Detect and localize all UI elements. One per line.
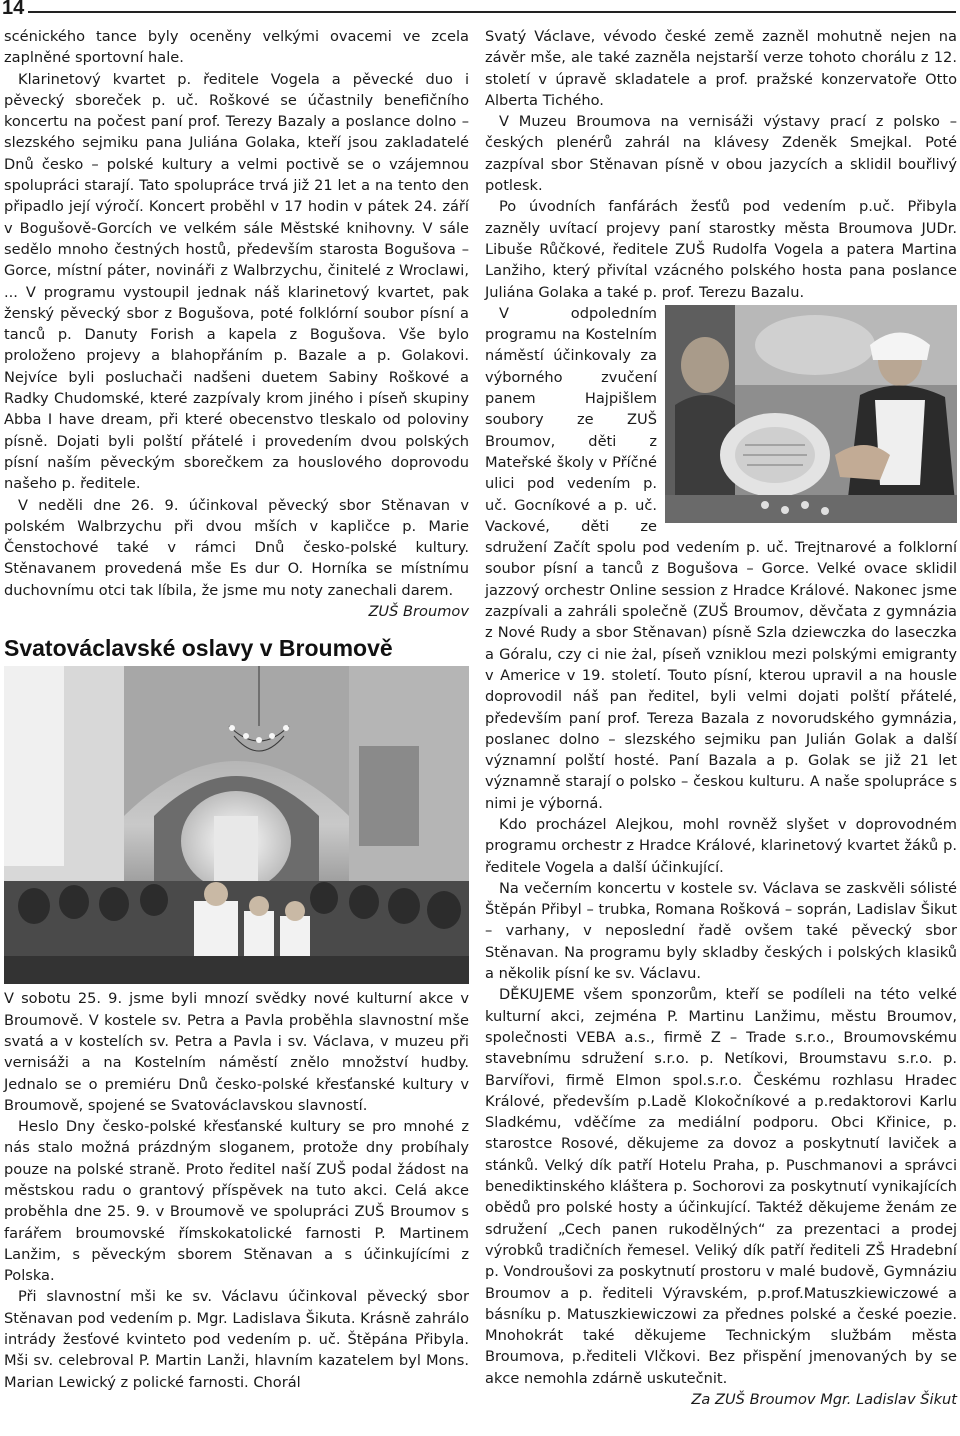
paragraph: Svatý Václave, vévodo české země zazněl mohutně nejen na závěr mše, ale také zazněla nejstarší verze tohoto chorálu z 12. století v úpravě skladatele a prof. pražské konzervatoře Otto Alberta Tichého. bbox=[485, 28, 957, 109]
paragraph: Po úvodních fanfárách žesťů pod vedením p.uč. Přibyla zazněly uvítací projevy paní starostky města Broumova JUDr. Libuše Růčkové, ředitele ZUŠ Rudolfa Vogela a patera Martina Lanžiho, který přivítal vzácného polského hosta pana poslance Juliána Golaka a také p. prof. Terezu Bazalu. bbox=[485, 198, 957, 301]
paragraph: Na večerním koncertu v kostele sv. Václava se zaskvěli sólisté Štěpán Přibyl – trubka, Romana Rošková – soprán, Ladislav Šikut – varhany, v neposlední řadě ovšem také pěvecký sbor Stěnavan. Na programu byly skladby českých i polských klasiků a několik písní ke sv. Václavu. bbox=[485, 879, 957, 983]
paragraph: V neděli dne 26. 9. účinkoval pěvecký sbor Stěnavan v polském Walbrzychu při dvou mších v kapličce p. Marie Čenstochové také v rámci Dnů česko-polské kultury. Stěnavanem provedená mše Es dur O. Horníka se místnímu duchovnímu otci tak líbila, že jsme mu noty zanechali darem. bbox=[4, 496, 469, 599]
church-interior-image bbox=[4, 666, 469, 984]
page-number: 14 bbox=[2, 0, 25, 19]
right-column bbox=[485, 26, 957, 1410]
lace-making-image bbox=[665, 305, 957, 523]
paragraph: V sobotu 25. 9. jsme byli mnozí svědky nové kulturní akce v Broumově. V kostele sv. Petra a Pavla proběhla slavnostní mše svatá a v kostelích sv. Petra a Pavla i sv. Václava, v muzeu při vernisáži a na Kostelním náměstí znělo množství hudby. Jednalo se o premiéru Dnů česko-polské křesťanské kultury v Broumově, spojené se Svatováclavskou slavností. bbox=[4, 990, 469, 1114]
folk-craft-photo bbox=[665, 305, 957, 523]
page-header bbox=[0, 0, 960, 22]
paragraph: V odpoledním programu na Kostelním náměstí účinkovaly za výborného zvučení panem Hajpišlem soubory ze ZUŠ Broumov, děti z Mateřské školy v Příčné ulici pod vedením p. uč. Gocníkové a p. uč. Vackové, děti ze sdružení Začít spolu pod vedením p. uč. Trejtnarové a folklorní soubor písní a tanců z Bogušova – Gorce. Velké ovace sklidil jazzový orchestr Online session z Hradce Králové. Nakonec jsme zazpívali a zahráli společně (ZUŠ Broumov, děvčata z gymnázia z Nové Rudy a sbor Stěnavan) písně Szla dziewczka do laseczka a Góralu, czy ci nie żal, píseň vzniklou mezi polskými emigranty v Americe v 19. století. Touto písní, kterou upravil a na housle doprovodil náš pan ředitel, byli velmi dojati polští přátelé, především paní prof. Tereza Bazala z novorudského gymnázia, poslanec dolno – slezského sejmiku pan Julián Golak a další významní polští hosté. Paní Bazala a p. Golak se již 21 let významně starají o polsko – českou kulturu. A naše spolupráce s nimi je výborná. bbox=[485, 304, 957, 812]
paragraph: scénického tance byly oceněny velkými ovacemi ve zcela zaplněné sportovní hale. bbox=[4, 28, 469, 67]
paragraph: Kdo procházel Alejkou, mohl rovněž slyšet v doprovodném programu orchestr z Hradce Králové, klarinetový kvartet žáků p. ředitele Vogela a další účinkující. bbox=[485, 815, 957, 876]
paragraph: DĚKUJEME všem sponzorům, kteří se podíleli na této velké kulturní akci, zejména P. Martinu Lanžimu, městu Broumov, společnosti VEBA a.s., firmě Z – Trade s.r.o., Broumovskému stavebnímu sdružení s.r.o. p. Netíkovi, Broumstavu s.r.o. p. Barvířovi, firmě Elmon spol.s.r.o. Českému rozhlasu Hradec Králové, především p.Ladě Klokočníkové a p.redaktorovi Karlu Sladkému, vděčíme za mediální podporu. Obci Křinice, p. starostce Rosové, děkujeme za dovoz a poskytnutí laviček a stánků. Velký dík patří Hotelu Praha, p. Puschmanovi a správci benediktinského kláštera p. Sochorovi za poskytnutí vynikajících obědů pro polské hosty a účinkující. Taktéž děkujeme ženám ze sdružení „Cech panen rukodělných“ za prezentaci a prodej výrobků tradičních řemesel. Veliký dík patří řediteli ZŠ Hradební p. Vondroušovi za poskytnutí prostoru v malé budově, Gymnáziu Broumov a p. řediteli Výravském, p.prof.Matuszkiewiczowé a básníku p. Matuszkiewiczowi za přednes polské a české poezie. Mnohokrát také děkujeme Technickým službám města Broumova, p.řediteli Vlčkovi. Bez přispění jmenovaných by se akce nemohla zdárně uskutečnit. bbox=[485, 986, 957, 1387]
left-column bbox=[4, 26, 469, 1393]
paragraph: Při slavnostní mši ke sv. Václavu účinkoval pěvecký sbor Stěnavan pod vedením p. Mgr. Ladislava Šikuta. Krásně zahrálo intrády žesťové kvinteto pod vedením p. uč. Štěpána Přibyla. Mši sv. celebroval P. Martin Lanži, hlavním kazatelem byl Mons. Marian Lewický z polické farnosti. Chorál bbox=[4, 1288, 469, 1391]
paragraph: Klarinetový kvartet p. ředitele Vogela a pěvecké duo i pěvecký sboreček p. uč. Roškové se účastnily benefičního koncertu na počest paní prof. Terezy Bazaly a poslance dolno –slezského sejmiku pana Juliána Golaka, kteří jsou zakladatelé Dnů česko – polské kultury a velmi poctivě se o vzájemnou spolupráci starají. Tato spolupráce trvá již 21 let a na tento den připadlo její výročí. Koncert proběhl v 17 hodin v pátek 24. září v Bogušově-Gorcích ve velkém sále Městské knihovny. V sále sedělo mnoho čestných hostů, především starosta Bogušova – Gorce, místní páter, novináři z Walbrzychu, činitelé z Wroclawi, ... V programu vystoupil jednak náš klarinetový kvartet, pak ženský pěvecký sbor z Bogušova, poté folklórní soubor písní a tanců p. Danuty Forish a kapela z Bogušova. Vše bylo proloženo projevy a blahopřáním p. Bazale a p. Golakovi. Nejvíce byli posluchači nadšeni duetem Sabiny Roškové a Radky Chudomské, které zazpívaly krom jiného i píseň skupiny Abba I have dream, při které obecenstvo tleskalo od poloviny písně. Dojati byli polští přátelé i provedením dvou polských písní naším pěveckým sborečkem za houslového doprovodu našeho p. ředitele. bbox=[4, 70, 469, 493]
church-mass-photo bbox=[4, 666, 469, 984]
paragraph: V Muzeu Broumova na vernisáži výstavy prací z polsko – českých plenérů zahrál na klávesy Zdeněk Smejkal. Poté zazpíval sbor Stěnavan písně v obou jazycích a sklidil bouřlivý potlesk. bbox=[485, 113, 957, 195]
paragraph: Heslo Dny česko-polské křesťanské kultury se pro mnohé z nás stalo možná prázdným sloganem, protože dny probíhaly pouze na polské straně. Proto ředitel naší ZUŠ podal žádost na městskou radu o grantový příspěvek na tuto akci. Celá akce proběhla dne 25. 9. v Broumově ve spolupráci ZUŠ Broumov s farářem broumovské římskokatolické farnosti P. Martinem Lanžim, s pěveckým sborem Stěnavan a s účinkujícími z Polska. bbox=[4, 1118, 469, 1285]
article-signature: ZUŠ Broumov bbox=[368, 603, 469, 621]
article-signature: Za ZUŠ Broumov Mgr. Ladislav Šikut bbox=[691, 1391, 957, 1408]
section-title: Svatováclavské oslavy v Broumově bbox=[4, 635, 393, 662]
header-rule bbox=[28, 11, 956, 13]
